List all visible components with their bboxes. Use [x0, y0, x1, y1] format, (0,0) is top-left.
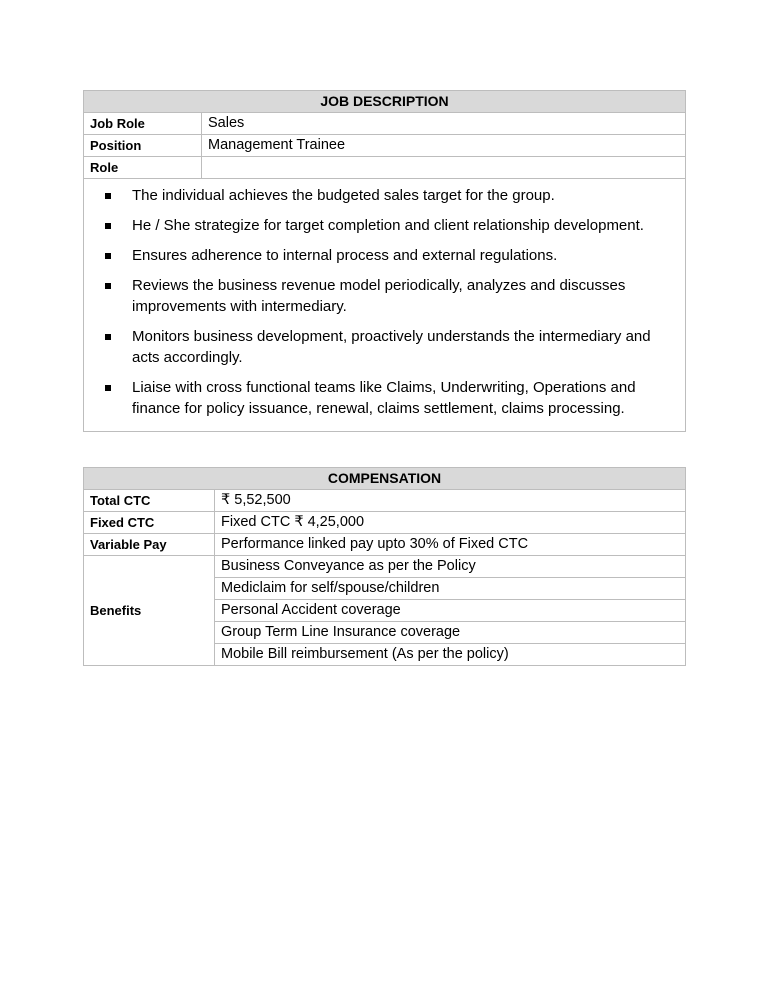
variable-pay-row [84, 534, 686, 556]
variable-pay-label: Variable Pay [84, 534, 215, 556]
position-value: Management Trainee [202, 135, 686, 157]
list-item-text: Ensures adherence to internal process and external regulations. [132, 247, 558, 264]
job-role-label: Job Role [84, 113, 202, 135]
responsibilities-row [84, 179, 686, 432]
fixed-ctc-label: Fixed CTC [84, 512, 215, 534]
bullet-square-icon [105, 193, 111, 199]
list-item [100, 245, 671, 266]
total-ctc-value: ₹ 5,52,500 [215, 490, 686, 512]
job-description-table [83, 90, 686, 432]
bullet-square-icon [105, 253, 111, 259]
list-item-text: Monitors business development, proactively understands the intermediary and acts accordingly. [132, 328, 651, 366]
benefit-item: Personal Accident coverage [215, 600, 686, 622]
compensation-header: COMPENSATION [84, 468, 686, 490]
job-role-value: Sales [202, 113, 686, 135]
job-description-header: JOB DESCRIPTION [84, 91, 686, 113]
benefits-label: Benefits [84, 556, 215, 666]
bullet-square-icon [105, 334, 111, 340]
fixed-ctc-value: Fixed CTC ₹ 4,25,000 [215, 512, 686, 534]
position-row [84, 135, 686, 157]
list-item [100, 326, 671, 368]
list-item-text: He / She strategize for target completion and client relationship development. [132, 217, 644, 234]
list-item [100, 377, 671, 419]
total-ctc-row [84, 490, 686, 512]
role-value [202, 157, 686, 179]
benefit-row [84, 556, 686, 578]
bullet-square-icon [105, 385, 111, 391]
list-item-text: Liaise with cross functional teams like Claims, Underwriting, Operations and finance for policy issuance, renewal, claims settlement, claims processing. [132, 379, 636, 417]
compensation-table [83, 467, 686, 666]
total-ctc-label: Total CTC [84, 490, 215, 512]
benefit-item: Business Conveyance as per the Policy [215, 556, 686, 578]
bullet-square-icon [105, 283, 111, 289]
variable-pay-value: Performance linked pay upto 30% of Fixed CTC [215, 534, 686, 556]
role-row [84, 157, 686, 179]
position-label: Position [84, 135, 202, 157]
responsibilities-cell [84, 179, 686, 432]
bullet-square-icon [105, 223, 111, 229]
list-item-text: Reviews the business revenue model periodically, analyzes and discusses improvements with intermediary. [132, 277, 626, 315]
benefit-item: Group Term Line Insurance coverage [215, 622, 686, 644]
benefit-item: Mediclaim for self/spouse/children [215, 578, 686, 600]
benefit-item: Mobile Bill reimbursement (As per the policy) [215, 644, 686, 666]
role-label: Role [84, 157, 202, 179]
list-item [100, 185, 671, 206]
responsibilities-list [100, 185, 671, 419]
list-item [100, 275, 671, 317]
job-role-row [84, 113, 686, 135]
list-item [100, 215, 671, 236]
fixed-ctc-row [84, 512, 686, 534]
list-item-text: The individual achieves the budgeted sales target for the group. [132, 187, 555, 204]
